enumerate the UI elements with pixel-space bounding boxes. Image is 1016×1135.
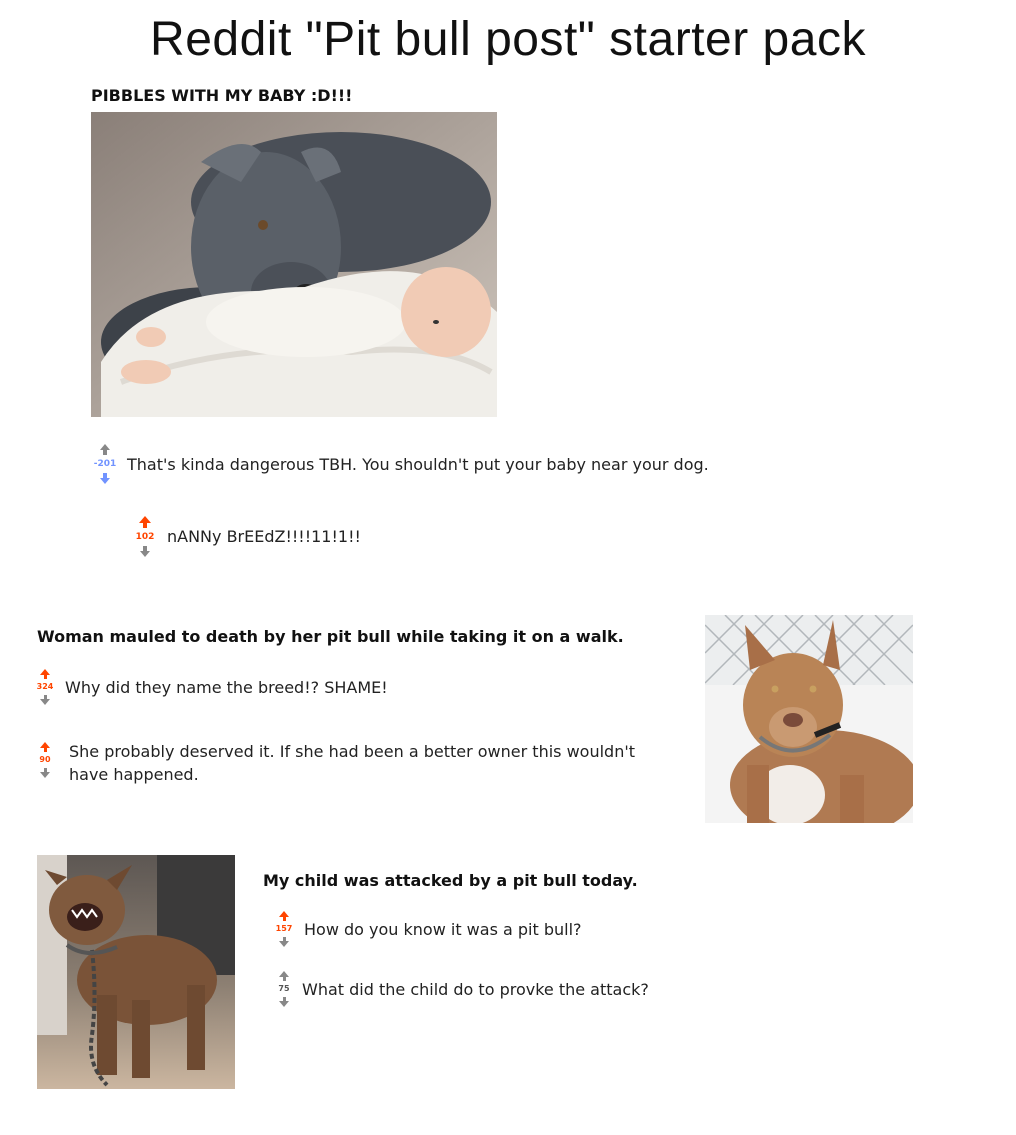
- comment-text: What did the child do to provke the attack?: [302, 979, 649, 999]
- comment-text: How do you know it was a pit bull?: [304, 919, 582, 939]
- post-title-2[interactable]: Woman mauled to death by her pit bull while taking it on a walk.: [37, 627, 624, 646]
- comment: [31, 740, 639, 786]
- upvote-icon[interactable]: [40, 742, 50, 752]
- comment-score: 75: [278, 984, 290, 993]
- vote-control: [131, 516, 159, 557]
- red-nose-pit-bull-portrait-photo: [705, 615, 913, 823]
- comment: [31, 669, 388, 705]
- snarling-chained-pit-bull-photo: [37, 855, 235, 1089]
- vote-control: [31, 742, 59, 778]
- comment: [270, 911, 582, 947]
- gray-pit-bull-with-baby-photo: [91, 112, 497, 417]
- upvote-icon[interactable]: [100, 444, 110, 455]
- comment-score: 102: [135, 532, 155, 542]
- post-title-3[interactable]: My child was attacked by a pit bull today.: [263, 871, 638, 890]
- upvote-icon[interactable]: [40, 669, 50, 679]
- downvote-icon[interactable]: [40, 768, 50, 778]
- vote-control: [91, 444, 119, 484]
- downvote-icon[interactable]: [140, 546, 150, 557]
- comment-text: That's kinda dangerous TBH. You shouldn't put your baby near your dog.: [127, 454, 709, 474]
- comment-text: Why did they name the breed!? SHAME!: [65, 677, 388, 697]
- comment-score: 157: [275, 924, 293, 933]
- comment-score: 90: [39, 755, 51, 764]
- post-title-1[interactable]: PIBBLES WITH MY BABY :D!!!: [91, 86, 353, 105]
- upvote-icon[interactable]: [139, 516, 151, 528]
- downvote-icon[interactable]: [279, 937, 289, 947]
- upvote-icon[interactable]: [279, 911, 289, 921]
- upvote-icon[interactable]: [279, 971, 289, 981]
- comment-score: -201: [93, 459, 117, 469]
- downvote-icon[interactable]: [40, 695, 50, 705]
- comment: [91, 444, 709, 484]
- page-title: Reddit "Pit bull post" starter pack: [150, 13, 866, 66]
- comment: [131, 516, 361, 557]
- downvote-icon[interactable]: [279, 997, 289, 1007]
- comment: [270, 971, 649, 1007]
- comment-text: She probably deserved it. If she had been a better owner this wouldn't have happened.: [69, 742, 635, 784]
- downvote-icon[interactable]: [100, 473, 110, 484]
- vote-control: [270, 971, 298, 1007]
- vote-control: [31, 669, 59, 705]
- comment-score: 324: [36, 682, 54, 691]
- vote-control: [270, 911, 298, 947]
- comment-text: nANNy BrEEdZ!!!!11!1!!: [167, 527, 361, 546]
